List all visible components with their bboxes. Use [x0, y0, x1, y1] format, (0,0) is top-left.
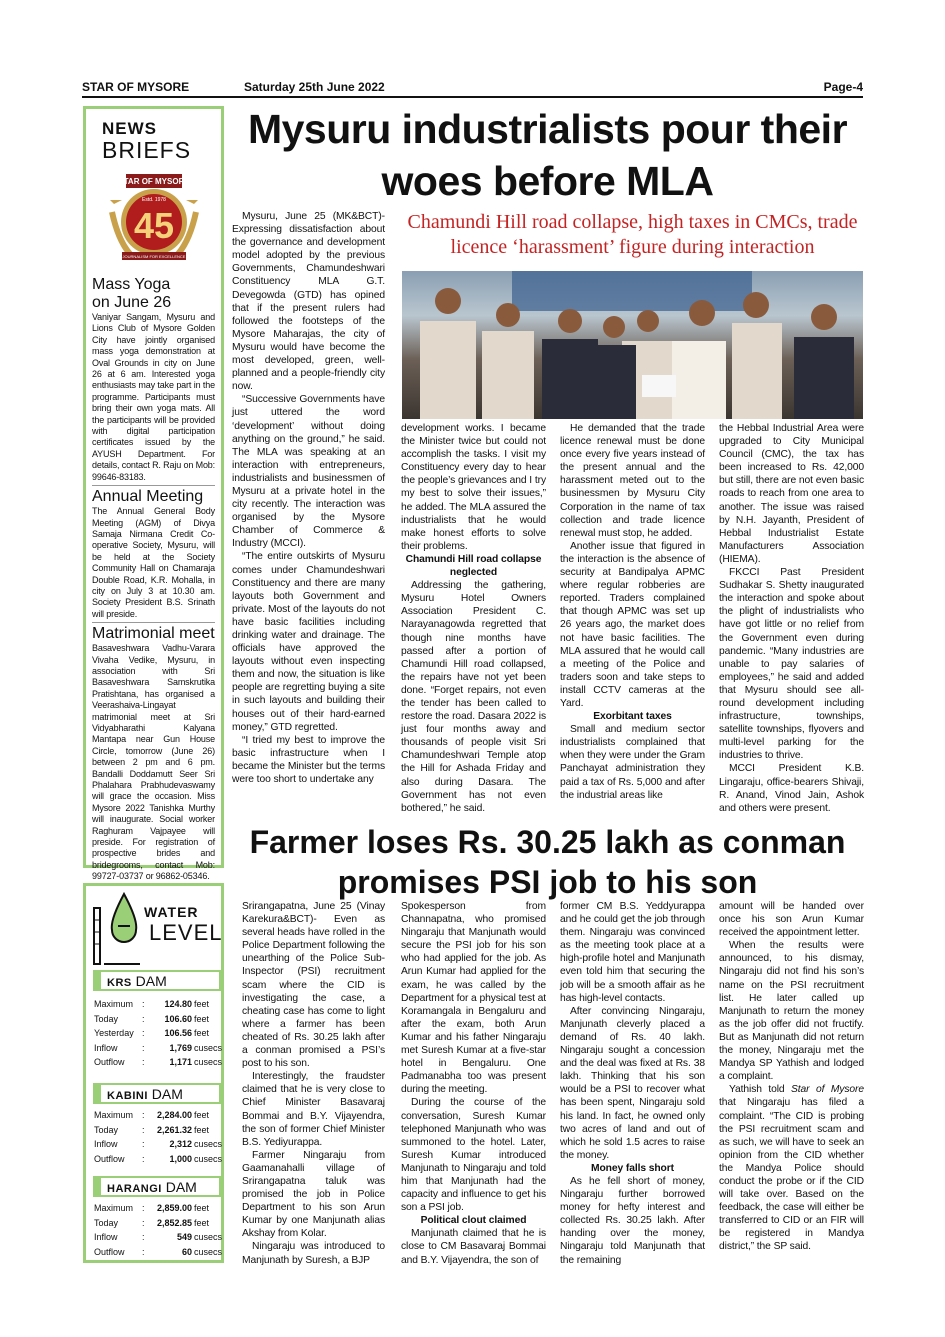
page-number: Page-4	[823, 80, 863, 94]
story2-col3: former CM B.S. Yeddyurappa and he could get the job through them. Ningaraju was convinced as the meeting took place at a high-profile hotel and Manjunath even told him that securing the job will be a smooth affair as he has high-level contacts. After convincing Ningaraju, Manjunath cleverly placed a demand of Rs. 40 lakh. Ningaraju sought a concession and the deal was fixed at Rs. 38 lakh. Thinking that his son would be a PSI to recover what has been spent, Ningaraju sold his land. In fact, he owned only two acres of land and out of which he sold 1.5 acres to raise the money. Money falls short As he fell short of money, Ningaraju further borrowed money for hefty interest and collected Rs. 30.25 lakh. After handing over the money, Ningaraju told Manjunath that the remaining	[560, 901, 705, 1266]
dam-row: Inflow : 1,769 cusecs	[94, 1042, 223, 1053]
dam-row: Outflow : 60 cusecs	[94, 1246, 223, 1257]
brief-body: The Annual General Body Meeting (AGM) of Divya Samaja Nirmana Credit Co-operative Society, Mysuru, will be held at the Society Community Hall on Chamaraja Double Road, K.R. Mohalla, in city on July 3 at 10.30 am. Society President B.S. Srinath will preside.	[92, 506, 215, 619]
news-label: NEWS	[102, 119, 157, 138]
dam-row: Today : 2,261.32 feet	[94, 1124, 210, 1135]
svg-text:45: 45	[133, 205, 174, 246]
dam-table-harangi	[94, 1201, 222, 1259]
anniversary-logo	[108, 170, 200, 270]
dam-row: Maximum : 124.80 feet	[94, 999, 210, 1009]
subheading: Money falls short	[591, 1162, 674, 1174]
quote-paragraph: Yathish told Star of Mysore that Ningaraju has filed a complaint. “The CID is probing the PSI recruitment scam and as such, we will have to seek an opinion from the CID whether the Mandya Police should conduct the probe or if the CID will take over. Based on the feedback, the case will either be transferred to CID or an FIR will be registered in Mandya district,” the SP said.	[719, 1084, 864, 1253]
dam-row: Outflow : 1,000 cusecs	[94, 1153, 223, 1164]
story1-col4: the Hebbal Industrial Area were upgraded to City Municipal Council (CMC), the tax has been increased to Rs. 42,000 but still, there are not even basic roads to reach from one area to another. The issue was raised by N.H. Jayanth, President of Hebbal Industrialist Estate Manufacturers Association (HIEMA). FKCCI Past President Sudhakar S. Shetty inaugurated the interaction and spoke about the plight of industrialists who have got little or no relief from the Government even during pandemic. “Many industries are unable to pay salaries of employees,” he said and added that Mysuru should see all-round development including infrastructure, townships, satellite townships, flyovers and multi-level parking for the industries to thrive. MCCI President K.B. Lingaraju, office-bearers Shivaji, R. Anand, Vinod Jain, Ashok and others were present.	[719, 423, 864, 814]
story1-col3: He demanded that the trade licence renewal must be done once every five years instead of the present annual and the harassment meted out to the businessmen by Mysuru City Corporation in the name of tax collection and trade licence renewal must stop, he added. Another issue that figured in the interaction is the absence of security at Bandipalya APMC where regular robberies are reported. Traders complained that though APMC was set up 26 years ago, the market does not have basic facilities. The MLA assured that he would call a meeting of the Police and traders soon and take steps to install CCTV cameras at the Yard. Exorbitant taxes Small and medium sector industrialists complained that when they were under the Gram Panchayat administration they paid a tax of Rs. 5,000 and after the industrial areas like	[560, 423, 705, 801]
dam-header-harangi: HARANGI DAM	[93, 1176, 221, 1197]
brief-body: Basaveshwara Vadhu-Varara Vivaha Vedike, Mysuru, in association with Sri Basaveshwara Samskrutika Pratishtana, has organised a Veerashaiva-Lingayat matrimonial meet at Sri Vidyabharathi Kalyana Mantapa near Gun House Circle, tomorrow (June 26) between 2 pm and 6 pm. Bandalli Doddamutt Seer Sri Phalahara Prabhudevaswamy will grace the occasion. Miss Mysore 2022 Tanishka Murthy will inaugurate. Social worker Raghuram Vajpayee will preside. For registration of prospective brides and bridegrooms, contact Mob: 99727-03737 or 96862-05346.	[92, 643, 215, 882]
headline-farmer: Farmer loses Rs. 30.25 lakh as conman promises PSI job to his son	[249, 824, 846, 900]
water-drop-icon	[92, 890, 144, 968]
water-label: WATER	[144, 904, 199, 920]
dam-row: Inflow : 549 cusecs	[94, 1232, 223, 1243]
subheading: Exorbitant taxes	[593, 711, 672, 723]
event-photo	[402, 271, 863, 419]
brief-body: Vaniyar Sangam, Mysuru and Lions Club of Mysore Golden City have jointly organised mass yoga demonstration at Oval Grounds in city on June 26 at 6 am. Interested yoga enthusiasts may take part in the programme. Participants must bring their own yoga mats. All the participants will be provided with digital participation certificates issued by the AYUSH Department. For details, contact R. Raju on Mob: 99646-83183.	[92, 312, 215, 482]
story1-col2: development works. I became the Minister twice but could not accomplish the tasks. I visit my Constituency every day to hear the people’s grievances and I try my best to solve their issues,” he added. The MLA assured the industrialists that he would make honest efforts to solve their problems. Chamundi Hill road collapse neglected Addressing the gathering, Mysuru Hotel Owners Association President C. Narayanagowda regretted that though nine months have passed after a portion of Chamundi Hill road collapsed, the repairs have not yet been done. “Forget repairs, not even the tender has been called to restore the road. Dasara 2022 is just four months away and thousands of people visit Sri Chamundeshwari Temple atop the Hill for Ashada Friday and also during Dasara. The Government has not even bothered,” he said.	[401, 423, 546, 814]
dam-row: Inflow : 2,312 cusecs	[94, 1139, 223, 1150]
story2-col1: Srirangapatna, June 25 (Vinay Karekura&BCT)- Even as several heads have rolled in the Police Department following the unearthing of the Police Sub-Inspector (PSI) recruitment scam where the CID is investigating the case, a cheating case has come to light where a farmer has been cheated of Rs. 30.25 lakh after a conman promised a PSI’s post to his son. Interestingly, the fraudster claimed that he is very close to Chief Minister Basavaraj Bommai and B.Y. Vijayendra, the son of former Chief Minister B.S. Yediyurappa. Farmer Ningaraju from Gaamanahalli village of Srirangapatna taluk was promised the job in Police Department to his son Arun Kumar by one Manjunath alias Akshay from Kolar. Ningaraju was introduced to Manjunath by Suresh, a BJP	[242, 901, 385, 1266]
brief-title: Mass Yoga on June 26	[92, 276, 172, 311]
story2-col4: amount will be handed over once his son Arun Kumar received the appointment letter. When the results were announced, to his dismay, Ningaraju did not find his son’s name on the PSI recruitment list. He later called up Manjunath to return the money as the job offer did not fructify. But as Manjunath did not return the money, Ningaraju met the Mandya SP Yathish and lodged a complaint. Yathish told Star of Mysore that Ningaraju has filed a complaint. “The CID is probing the PSI recruitment scam and as such, we will have to seek an opinion from the CID whether the Mandya Police should conduct the probe or if the CID will take over. Based on the feedback, the case will either be transferred to CID or an FIR will be registered in Mandya district,” the SP said.	[719, 901, 864, 1253]
svg-text:STAR OF MYSORE: STAR OF MYSORE	[117, 177, 190, 186]
water-level-box	[83, 883, 224, 1263]
subheading: Chamundi Hill road collapse neglected	[405, 553, 542, 579]
svg-text:Estd. 1978: Estd. 1978	[141, 197, 166, 203]
dam-row: Outflow : 1,171 cusecs	[94, 1057, 223, 1068]
dam-header-krs: KRS DAM	[93, 970, 221, 991]
subheadline: Chamundi Hill road collapse, high taxes in CMCs, trade licence ‘harassment’ figure during interaction	[407, 211, 858, 258]
dam-row: Yesterday : 106.56 feet	[94, 1028, 210, 1039]
issue-date: Saturday 25th June 2022	[244, 80, 385, 94]
page-header	[82, 78, 863, 98]
brief-title: Annual Meeting	[92, 485, 215, 506]
dam-row: Maximum : 2,284.00 feet	[94, 1110, 210, 1120]
dam-header-kabini: KABINI DAM	[93, 1083, 221, 1104]
brief-title: Matrimonial meet	[92, 622, 215, 643]
headline-industrialists: Mysuru industrialists pour their woes before MLA	[247, 106, 848, 204]
svg-text:JOURNALISM FOR EXCELLENCE: JOURNALISM FOR EXCELLENCE	[122, 254, 185, 259]
news-briefs-box	[83, 106, 224, 882]
dam-row: Today : 106.60 feet	[94, 1013, 210, 1024]
dam-row: Today : 2,852.85 feet	[94, 1217, 210, 1228]
briefs-label: BRIEFS	[102, 137, 192, 163]
level-label: LEVEL	[149, 920, 223, 945]
dam-table-krs	[94, 997, 222, 1070]
subheading: Political clout claimed	[420, 1215, 527, 1227]
paper-name: STAR OF MYSORE	[82, 80, 190, 94]
story1-col1: Mysuru, June 25 (MK&BCT)- Expressing dissatisfaction about the governance and development model adopted by the previous Governments, Chamundeshwari Constituency MLA G.T. Devegowda (GTD) has opined that if the present rulers had followed the footsteps of the Mysore Maharajas, the city of Mysuru would have become the most developed, green, well-planned and a people-friendly city now. “Successive Governments have just uttered the word ‘development’ without doing anything on the ground,” he said. The MLA was speaking at an interaction with entrepreneurs, industrialists and businessmen of Mysuru at a private hotel in the city recently. The interaction was organised by the Mysore Chamber of Commerce & Industry (MCCI). “The entire outskirts of Mysuru comes under Chamundeshwari Constituency and there are many layouts both Government and private. Most of the layouts do not have basic facilities including drinking water and drainage. The officials have approved the layouts without even inspecting them and now, the situation is like people are regretting buying a site in such layouts and building their houses out of their hard-earned money,” GTD regretted. “I tried my best to improve the basic infrastructure when I became the Minister but the terms were too short to undertake any	[232, 211, 385, 786]
story2-col2: Spokesperson from Channapatna, who promised Ningaraju that Manjunath would secure the PSI job for his son who had applied for the job. As Arun Kumar had applied for the exam, he was called by the Department for a physical test at Koramangala in Bengaluru and after the exam, both Arun Kumar and his father Ningaraju met Suresh Kumar at a five-star hotel in Bengaluru. One Padmanabha too was present during the meeting. During the course of the conversation, Suresh Kumar telephoned Manjunath who was summoned to the hotel. Later, Suresh Kumar introduced Manjunath to Ningaraju and told him that Manjunath had the capacity and influence to get his son a PSI job. Political clout claimed Manjunath claimed that he is close to CM Basavaraj Bommai and B.Y. Vijayendra, the son of	[401, 901, 546, 1266]
dam-table-kabini	[94, 1108, 222, 1166]
dam-row: Maximum : 2,859.00 feet	[94, 1203, 210, 1213]
